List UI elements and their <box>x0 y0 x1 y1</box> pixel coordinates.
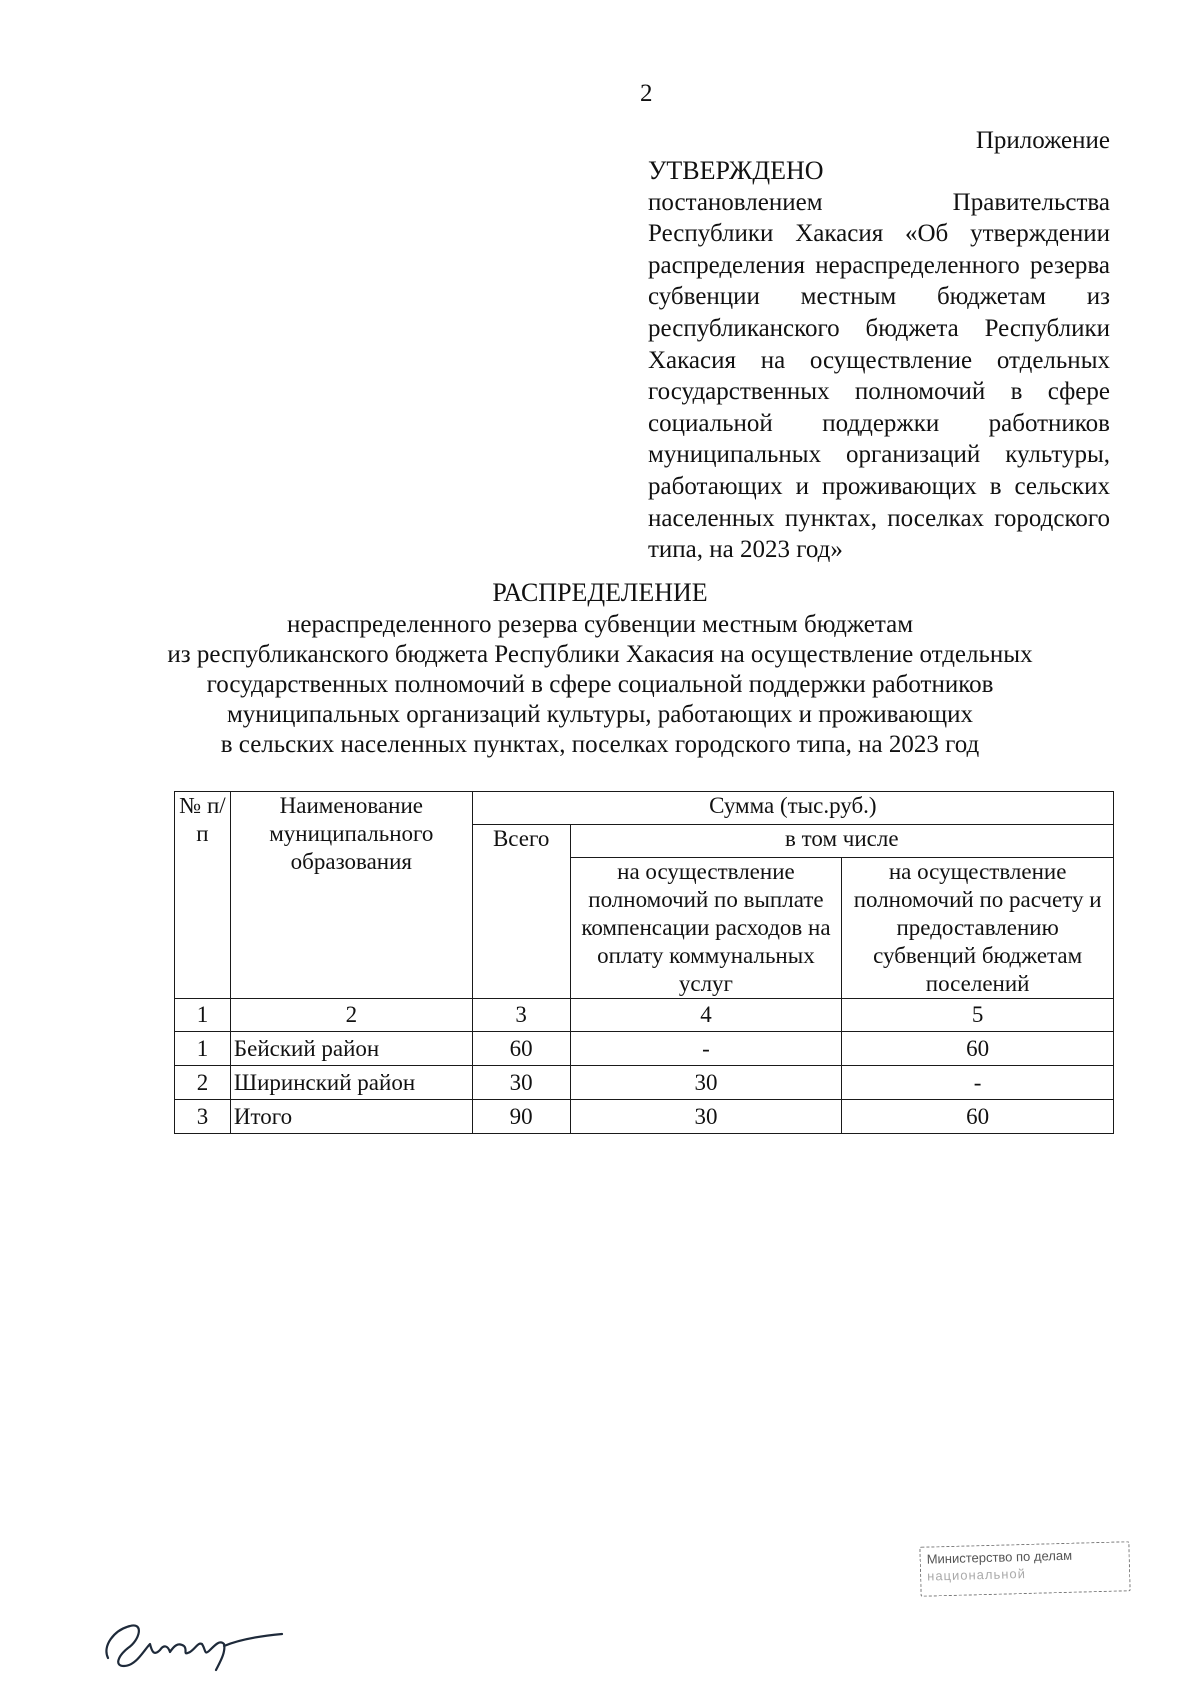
distribution-table <box>174 791 1114 1134</box>
header-sum: Сумма (тыс.руб.) <box>472 792 1113 825</box>
column-number: 4 <box>570 999 842 1032</box>
row-col4: - <box>570 1032 842 1066</box>
row-num: 2 <box>175 1066 231 1100</box>
row-num: 1 <box>175 1032 231 1066</box>
table-row <box>175 1032 1114 1066</box>
ministry-stamp <box>919 1541 1130 1596</box>
document-title: РАСПРЕДЕЛЕНИЕ <box>492 578 708 607</box>
header-total: Всего <box>472 825 570 999</box>
header-name: Наименование муниципального образования <box>230 792 472 999</box>
row-num: 3 <box>175 1100 231 1134</box>
row-col4: 30 <box>570 1100 842 1134</box>
column-number: 2 <box>230 999 472 1032</box>
column-number: 5 <box>842 999 1114 1032</box>
row-total: 30 <box>472 1066 570 1100</box>
subtitle-line: в сельских населенных пунктах, поселках городского типа, на 2023 год <box>220 731 980 758</box>
approved-title: УТВЕРЖДЕНО <box>648 156 824 185</box>
row-col5: - <box>842 1066 1114 1100</box>
subtitle-line: муниципальных организаций культуры, работающих и проживающих <box>226 701 974 728</box>
column-number: 1 <box>175 999 231 1032</box>
row-col5: 60 <box>842 1032 1114 1066</box>
subtitle-line: государственных полномочий в сфере социальной поддержки работников <box>206 671 994 698</box>
row-name: Бейский район <box>230 1032 472 1066</box>
row-total: 90 <box>472 1100 570 1134</box>
column-number: 3 <box>472 999 570 1032</box>
column-number-row <box>175 999 1114 1032</box>
header-col5: на осуществление полномочий по расчету и предоставлению субвенций бюджетам поселений <box>842 858 1114 999</box>
signature-image <box>100 1600 290 1675</box>
subtitle-line: из республиканского бюджета Республики Хакасия на осуществление отдельных <box>167 641 1033 668</box>
document-subtitle <box>130 610 1070 760</box>
header-col4: на осуществление полномочий по выплате компенсации расходов на оплату коммунальных услуг <box>570 858 842 999</box>
appendix-label: Приложение <box>975 127 1110 154</box>
page-number: 2 <box>640 80 653 107</box>
subtitle-line: нераспределенного резерва субвенции местным бюджетам <box>286 611 914 638</box>
approval-block <box>648 155 1110 566</box>
stamp-line: национальной <box>926 1565 1027 1584</box>
row-name: Ширинский район <box>230 1066 472 1100</box>
approval-text: постановлением Правительства Республики Хакасия «Об утверждении распределения нераспределенного резерва субвенции местным бюджетам из республиканского бюджета Республики Хакасия на осуществление отдельных государственных полномочий в сфере социальной поддержки работников муниципальных организаций культуры, работающих и проживающих в сельских населенных пунктах, поселках городского типа, на 2023 год» <box>648 188 1110 564</box>
stamp-line: Министерство по делам <box>926 1547 1073 1567</box>
header-num: № п/п <box>175 792 231 999</box>
table-row <box>175 1100 1114 1134</box>
row-col4: 30 <box>570 1066 842 1100</box>
row-total: 60 <box>472 1032 570 1066</box>
table-row <box>175 1066 1114 1100</box>
row-col5: 60 <box>842 1100 1114 1134</box>
header-including: в том числе <box>570 825 1113 858</box>
row-name: Итого <box>230 1100 472 1134</box>
